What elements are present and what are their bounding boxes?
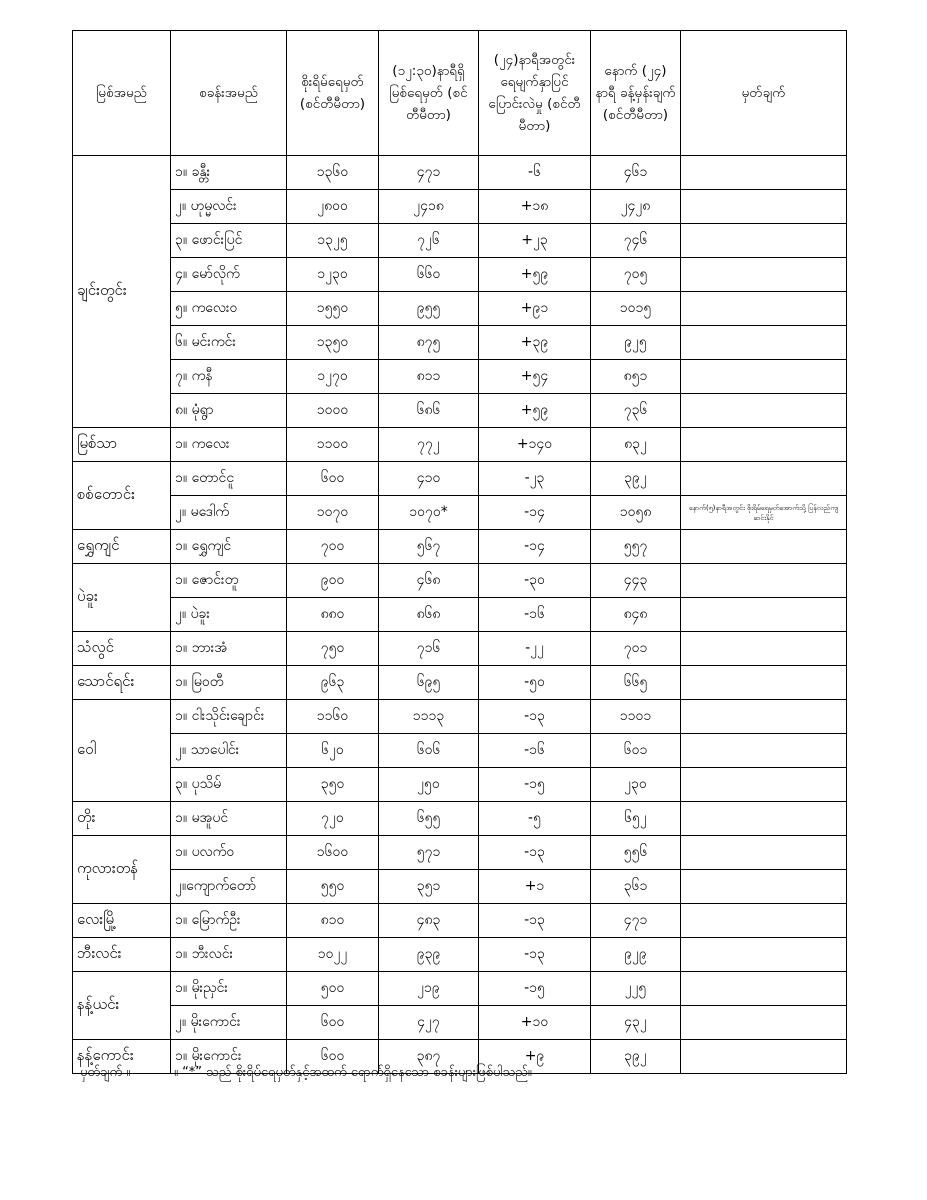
header-24h-change: (၂၄)နာရီအတွင်း ရေမျက်နှာပြင် ပြောင်းလဲမှု (စင်တီမီတာ) (479, 31, 591, 156)
station-name-cell: ၁။ မအူပင် (171, 802, 287, 836)
station-name-cell: ၃။ ဖောင်းပြင် (171, 224, 287, 258)
change-cell: -၆ (479, 156, 591, 190)
river-name-cell: ဘီးလင်း (73, 938, 171, 972)
forecast-cell: ၇၀၅ (591, 258, 681, 292)
station-name-cell: ၆။ မင်းကင်း (171, 326, 287, 360)
remark-cell (681, 462, 847, 496)
danger-level-cell: ၁၁၆၀ (287, 700, 379, 734)
table-row (73, 156, 847, 190)
danger-level-cell: ၁၃၆၀ (287, 156, 379, 190)
header-river-name: မြစ်အမည် (73, 31, 171, 156)
danger-level-cell: ၂၈၀၀ (287, 190, 379, 224)
forecast-cell: ၃၆၁ (591, 870, 681, 904)
remark-cell (681, 632, 847, 666)
forecast-cell: ၃၉၂ (591, 462, 681, 496)
river-name-cell: တိုး (73, 802, 171, 836)
change-cell: +၂၃ (479, 224, 591, 258)
header-remarks: မှတ်ချက် (681, 31, 847, 156)
station-name-cell: ၁။ ကလေး (171, 428, 287, 462)
remark-cell (681, 666, 847, 700)
forecast-cell: ၁၀၅၈ (591, 496, 681, 530)
table-row (73, 360, 847, 394)
current-level-cell: ၇၁၆ (379, 632, 479, 666)
remark-cell (681, 870, 847, 904)
forecast-cell: ၈၄၈ (591, 598, 681, 632)
danger-level-cell: ၁၂၃၀ (287, 258, 379, 292)
footnote-label: မှတ်ချက် ။ (80, 1065, 131, 1080)
station-name-cell: ၄။ မော်လိုက် (171, 258, 287, 292)
danger-level-cell: ၃၅၀ (287, 768, 379, 802)
change-cell: -၁၃ (479, 700, 591, 734)
table-row (73, 904, 847, 938)
station-name-cell: ၁။ မြဝတီ (171, 666, 287, 700)
change-cell: +၉၁ (479, 292, 591, 326)
danger-level-cell: ၁၃၅၀ (287, 326, 379, 360)
change-cell: +၁ (479, 870, 591, 904)
danger-level-cell: ၇၅၀ (287, 632, 379, 666)
river-name-cell: နန့်ယင်း (73, 972, 171, 1040)
table-row (73, 802, 847, 836)
header-station-name: စခန်းအမည် (171, 31, 287, 156)
current-level-cell: ၅၆၇ (379, 530, 479, 564)
remark-cell (681, 938, 847, 972)
current-level-cell: ၆၅၅ (379, 802, 479, 836)
station-name-cell: ၁။ ငါးသိုင်းချောင်း (171, 700, 287, 734)
remark-cell (681, 224, 847, 258)
table-row (73, 768, 847, 802)
change-cell: -၁၃ (479, 836, 591, 870)
current-level-cell: ၉၅၅ (379, 292, 479, 326)
change-cell: +၅၉ (479, 258, 591, 292)
danger-level-cell: ၁၅၅၀ (287, 292, 379, 326)
forecast-cell: ၈၅၁ (591, 360, 681, 394)
danger-level-cell: ၁၃၂၅ (287, 224, 379, 258)
river-name-cell: ဝေါ (73, 700, 171, 802)
remark-cell (681, 530, 847, 564)
table-row (73, 666, 847, 700)
remark-cell (681, 428, 847, 462)
remark-cell (681, 394, 847, 428)
remark-cell (681, 1040, 847, 1074)
current-level-cell: ၆၆၀ (379, 258, 479, 292)
station-name-cell: ၁။ ရွှေကျင် (171, 530, 287, 564)
change-cell: -၁၆ (479, 598, 591, 632)
remark-cell (681, 564, 847, 598)
current-level-cell: ၄၈၃ (379, 904, 479, 938)
change-cell: +၉ (479, 1040, 591, 1074)
header-danger-level: စိုးရိမ်ရေမှတ် (စင်တီမီတာ) (287, 31, 379, 156)
river-name-cell: သံလွင် (73, 632, 171, 666)
forecast-cell: ၆၅၂ (591, 802, 681, 836)
station-name-cell: ၂။ မိုးကောင်း (171, 1006, 287, 1040)
footnote (80, 1064, 532, 1083)
footnote-text: ။ “*” သည် စိုးရိမ်ရေမှတ်နှင့်အထက် ရောက်ရှိနေသော စခန်းများဖြစ်ပါသည်။ (174, 1065, 532, 1080)
table-row (73, 496, 847, 530)
table-row (73, 938, 847, 972)
river-name-cell: စစ်တောင်း (73, 462, 171, 530)
station-name-cell: ၈။ မုံရွာ (171, 394, 287, 428)
river-name-cell: သောင်ရင်း (73, 666, 171, 700)
danger-level-cell: ၈၈၀ (287, 598, 379, 632)
current-level-cell: ၃၅၁ (379, 870, 479, 904)
station-name-cell: ၂။ ဟုမ္မလင်း (171, 190, 287, 224)
current-level-cell: ၄၆၈ (379, 564, 479, 598)
danger-level-cell: ၁၀၀၀ (287, 394, 379, 428)
current-level-cell: ၄၇၁ (379, 156, 479, 190)
station-name-cell: ၅။ ကလေးဝ (171, 292, 287, 326)
forecast-cell: ၆၆၅ (591, 666, 681, 700)
current-level-cell: ၂၅၀ (379, 768, 479, 802)
current-level-cell: ၇၂၆ (379, 224, 479, 258)
danger-level-cell: ၁၀၂၂ (287, 938, 379, 972)
table-row (73, 530, 847, 564)
remark-cell (681, 190, 847, 224)
river-name-cell: လေးမြို့ (73, 904, 171, 938)
table-row (73, 870, 847, 904)
current-level-cell: ၆၉၅ (379, 666, 479, 700)
change-cell: +၅၉ (479, 394, 591, 428)
table-row (73, 972, 847, 1006)
table-row (73, 292, 847, 326)
station-name-cell: ၂။ကျောက်တော် (171, 870, 287, 904)
danger-level-cell: ၅၀၀ (287, 972, 379, 1006)
river-name-cell: နန့်ကောင်း (73, 1040, 171, 1074)
header-row (73, 31, 847, 156)
danger-level-cell: ၈၁၀ (287, 904, 379, 938)
danger-level-cell: ၆၀၀ (287, 462, 379, 496)
change-cell: +၁၀ (479, 1006, 591, 1040)
river-name-cell: မြစ်သာ (73, 428, 171, 462)
river-name-cell: ချင်းတွင်း (73, 156, 171, 428)
change-cell: -၁၃ (479, 938, 591, 972)
forecast-cell: ၇၀၁ (591, 632, 681, 666)
danger-level-cell: ၁၁၀၀ (287, 428, 379, 462)
table-row (73, 700, 847, 734)
forecast-cell: ၉၂၅ (591, 326, 681, 360)
forecast-cell: ၉၂၉ (591, 938, 681, 972)
remark-cell (681, 700, 847, 734)
forecast-cell: ၁၁၀၁ (591, 700, 681, 734)
remark-cell (681, 904, 847, 938)
river-name-cell: ကုလားတန် (73, 836, 171, 904)
forecast-cell: ၇၃၆ (591, 394, 681, 428)
current-level-cell: ၅၇၁ (379, 836, 479, 870)
danger-level-cell: ၉၀၀ (287, 564, 379, 598)
current-level-cell: ၉၃၉ (379, 938, 479, 972)
station-name-cell: ၁။ မိုးကောင်း (171, 1040, 287, 1074)
table-row (73, 632, 847, 666)
remark-cell (681, 156, 847, 190)
current-level-cell: ၈၁၁ (379, 360, 479, 394)
current-level-cell: ၄၁၀ (379, 462, 479, 496)
forecast-cell: ၅၅၇ (591, 530, 681, 564)
remark-cell (681, 972, 847, 1006)
change-cell: -၅ (479, 802, 591, 836)
change-cell: -၁၆ (479, 734, 591, 768)
table-row (73, 836, 847, 870)
forecast-cell: ၃၉၂ (591, 1040, 681, 1074)
station-name-cell: ၃။ ပုသိမ် (171, 768, 287, 802)
forecast-cell: ၄၃၂ (591, 1006, 681, 1040)
forecast-cell: ၂၂၅ (591, 972, 681, 1006)
change-cell: -၅၀ (479, 666, 591, 700)
danger-level-cell: ၆၂၀ (287, 734, 379, 768)
table-row (73, 598, 847, 632)
change-cell: -၃၀ (479, 564, 591, 598)
current-level-cell: ၆၀၆ (379, 734, 479, 768)
current-level-cell: ၆၈၆ (379, 394, 479, 428)
forecast-cell: ၁၀၁၅ (591, 292, 681, 326)
danger-level-cell: ၅၅၀ (287, 870, 379, 904)
river-name-cell: ပဲခူး (73, 564, 171, 632)
current-level-cell: ၁၀၇၀* (379, 496, 479, 530)
table-row (73, 428, 847, 462)
danger-level-cell: ၆၀၀ (287, 1040, 379, 1074)
remark-cell (681, 258, 847, 292)
remark-cell (681, 326, 847, 360)
change-cell: -၁၅ (479, 768, 591, 802)
forecast-cell: ၄၇၁ (591, 904, 681, 938)
river-name-cell: ရွှေကျင် (73, 530, 171, 564)
current-level-cell: ၄၂၇ (379, 1006, 479, 1040)
station-name-cell: ၂။ သာပေါင်း (171, 734, 287, 768)
remark-cell (681, 1006, 847, 1040)
station-name-cell: ၂။ ပဲခူး (171, 598, 287, 632)
change-cell: -၁၄ (479, 530, 591, 564)
danger-level-cell: ၁၆၀၀ (287, 836, 379, 870)
forecast-cell: ၈၃၂ (591, 428, 681, 462)
current-level-cell: ၈၇၅ (379, 326, 479, 360)
table-row (73, 462, 847, 496)
table-row (73, 1006, 847, 1040)
danger-level-cell: ၇၀၀ (287, 530, 379, 564)
forecast-cell: ၇၄၆ (591, 224, 681, 258)
table-row (73, 394, 847, 428)
change-cell: -၂၂ (479, 632, 591, 666)
remark-cell (681, 292, 847, 326)
remark-cell (681, 836, 847, 870)
river-level-table (72, 30, 847, 1074)
change-cell: -၁၅ (479, 972, 591, 1006)
change-cell: +၃၉ (479, 326, 591, 360)
remark-cell (681, 598, 847, 632)
station-name-cell: ၁။ ဘားအံ (171, 632, 287, 666)
station-name-cell: ၇။ ကနီ (171, 360, 287, 394)
table-row (73, 734, 847, 768)
header-24h-forecast: နောက် (၂၄) နာရီ ခန့်မှန်းချက် (စင်တီမီတာ) (591, 31, 681, 156)
station-name-cell: ၂။ မဒေါက် (171, 496, 287, 530)
change-cell: -၂၃ (479, 462, 591, 496)
change-cell: -၁၄ (479, 496, 591, 530)
station-name-cell: ၁။ ပလက်ဝ (171, 836, 287, 870)
danger-level-cell: ၉၆၃ (287, 666, 379, 700)
station-name-cell: ၁။ တောင်ငူ (171, 462, 287, 496)
forecast-cell: ၆၀၁ (591, 734, 681, 768)
current-level-cell: ၈၆၈ (379, 598, 479, 632)
header-current-level: (၁၂:၃၀)နာရီရှိ မြစ်ရေမှတ် (စင်တီမီတာ) (379, 31, 479, 156)
danger-level-cell: ၁၀၇၀ (287, 496, 379, 530)
change-cell: -၁၃ (479, 904, 591, 938)
change-cell: +၁၄၀ (479, 428, 591, 462)
current-level-cell: ၂၄၁၈ (379, 190, 479, 224)
forecast-cell: ၂၃၀ (591, 768, 681, 802)
current-level-cell: ၃၈၇ (379, 1040, 479, 1074)
current-level-cell: ၁၁၁၃ (379, 700, 479, 734)
danger-level-cell: ၁၂၇၀ (287, 360, 379, 394)
station-name-cell: ၁။ မိုးညှင်း (171, 972, 287, 1006)
table-row (73, 258, 847, 292)
station-name-cell: ၁။ ဇောင်းတူ (171, 564, 287, 598)
current-level-cell: ၇၇၂ (379, 428, 479, 462)
danger-level-cell: ၇၂၀ (287, 802, 379, 836)
remark-cell (681, 734, 847, 768)
change-cell: +၁၈ (479, 190, 591, 224)
remark-cell (681, 768, 847, 802)
station-name-cell: ၁။ ခန္တီး (171, 156, 287, 190)
remark-cell (681, 802, 847, 836)
table-row (73, 190, 847, 224)
station-name-cell: ၁။ မြောက်ဦး (171, 904, 287, 938)
current-level-cell: ၂၁၉ (379, 972, 479, 1006)
table-row (73, 224, 847, 258)
station-name-cell: ၁။ ဘီးလင်း (171, 938, 287, 972)
forecast-cell: ၂၄၂၈ (591, 190, 681, 224)
change-cell: +၅၄ (479, 360, 591, 394)
forecast-cell: ၄၆၁ (591, 156, 681, 190)
remark-cell: နောက်(၅)နာရီအတွင်း စိုးရိမ်ရေမှတ်အောက်သို့ ပြန်လည်ကျဆင်းနိုင် (681, 496, 847, 530)
remark-cell (681, 360, 847, 394)
danger-level-cell: ၆၀၀ (287, 1006, 379, 1040)
table-row (73, 326, 847, 360)
table-row (73, 564, 847, 598)
forecast-cell: ၄၄၃ (591, 564, 681, 598)
forecast-cell: ၅၅၆ (591, 836, 681, 870)
